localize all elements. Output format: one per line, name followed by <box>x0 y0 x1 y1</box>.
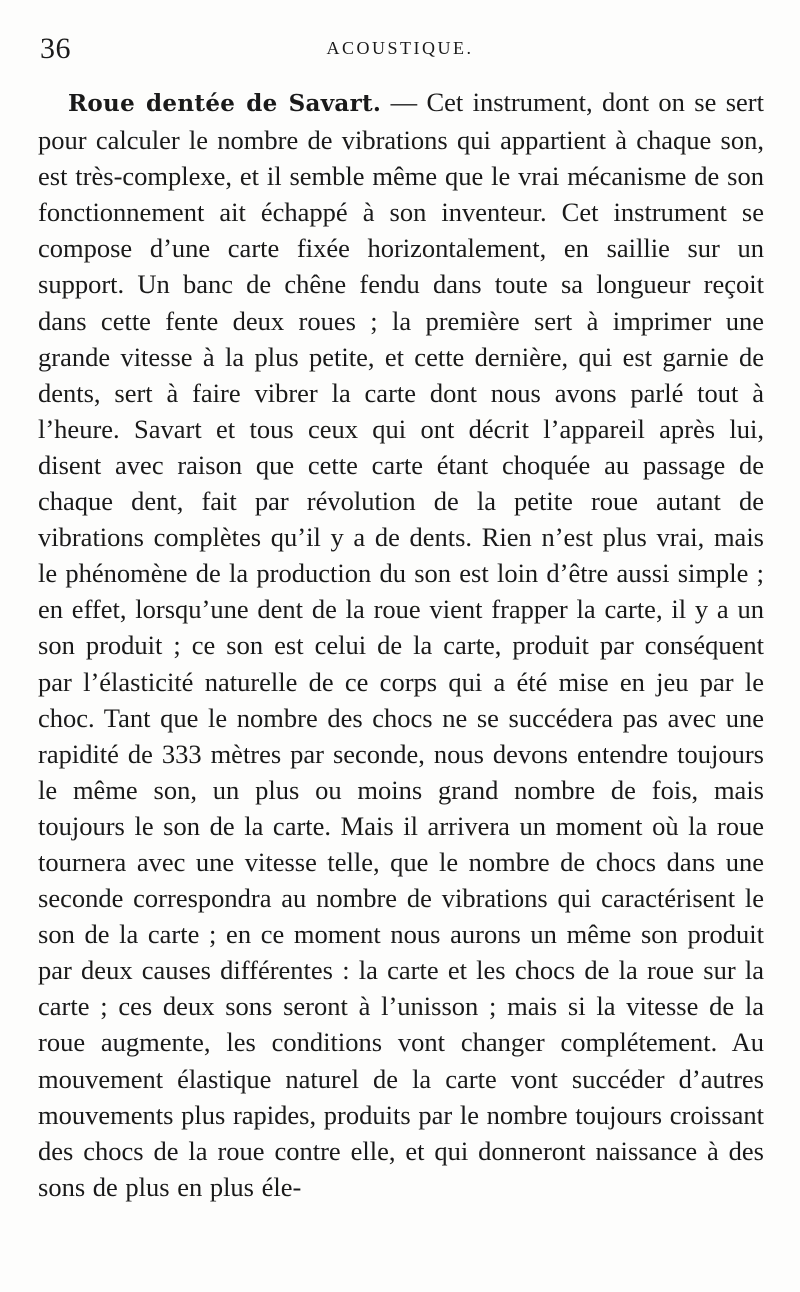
section-body-text: Cet instrument, dont on se sert pour calculer le nombre de vibrations qui appartient à chaque son, est très-complexe, et il semble même que le vrai mécanisme de son fonctionnement ait échappé à son inventeur. Cet instrument se compose d’une carte fixée horizontalement, en saillie sur un support. Un banc de chêne fendu dans toute sa longueur reçoit dans cette fente deux roues ; la première sert à imprimer une grande vitesse à la plus petite, et cette dernière, qui est garnie de dents, sert à faire vibrer la carte dont nous avons parlé tout à l’heure. Savart et tous ceux qui ont décrit l’appareil après lui, disent avec raison que cette carte étant choquée au passage de chaque dent, fait par révolution de la petite roue autant de vibrations complètes qu’il y a de dents. Rien n’est plus vrai, mais le phénomène de la production du son est loin d’être aussi simple ; en effet, lorsqu’une dent de la roue vient frapper la carte, il y a un son produit ; ce son est celui de la carte, produit par conséquent par l’élasticité naturelle de ce corps qui a été mise en jeu par le choc. Tant que le nombre des chocs ne se succédera pas avec une rapidité de 333 mètres par seconde, nous devons entendre toujours le même son, un plus ou moins grand nombre de fois, mais toujours le son de la carte. Mais il arrivera un moment où la roue tournera avec une vitesse telle, que le nombre de chocs dans une seconde correspondra au nombre de vibrations qui caractérisent le son de la carte ; en ce moment nous aurons un même son produit par deux causes différentes : la carte et les chocs de la roue sur la carte ; ces deux sons seront à l’unisson ; mais si la vitesse de la roue augmente, les conditions vont changer complétement. Au mouvement élastique naturel de la carte vont succéder d’autres mouvements plus rapides, produits par le nombre toujours croissant des chocs de la roue contre elle, et qui donneront naissance à des sons de plus en plus éle- <box>38 87 764 1202</box>
title-separator: — <box>381 87 427 117</box>
section-title: Roue dentée de Savart. <box>68 90 382 117</box>
running-title: ACOUSTIQUE. <box>326 38 474 58</box>
page-header <box>40 30 760 70</box>
section-paragraph <box>38 84 764 1205</box>
page-number: 36 <box>40 32 71 65</box>
